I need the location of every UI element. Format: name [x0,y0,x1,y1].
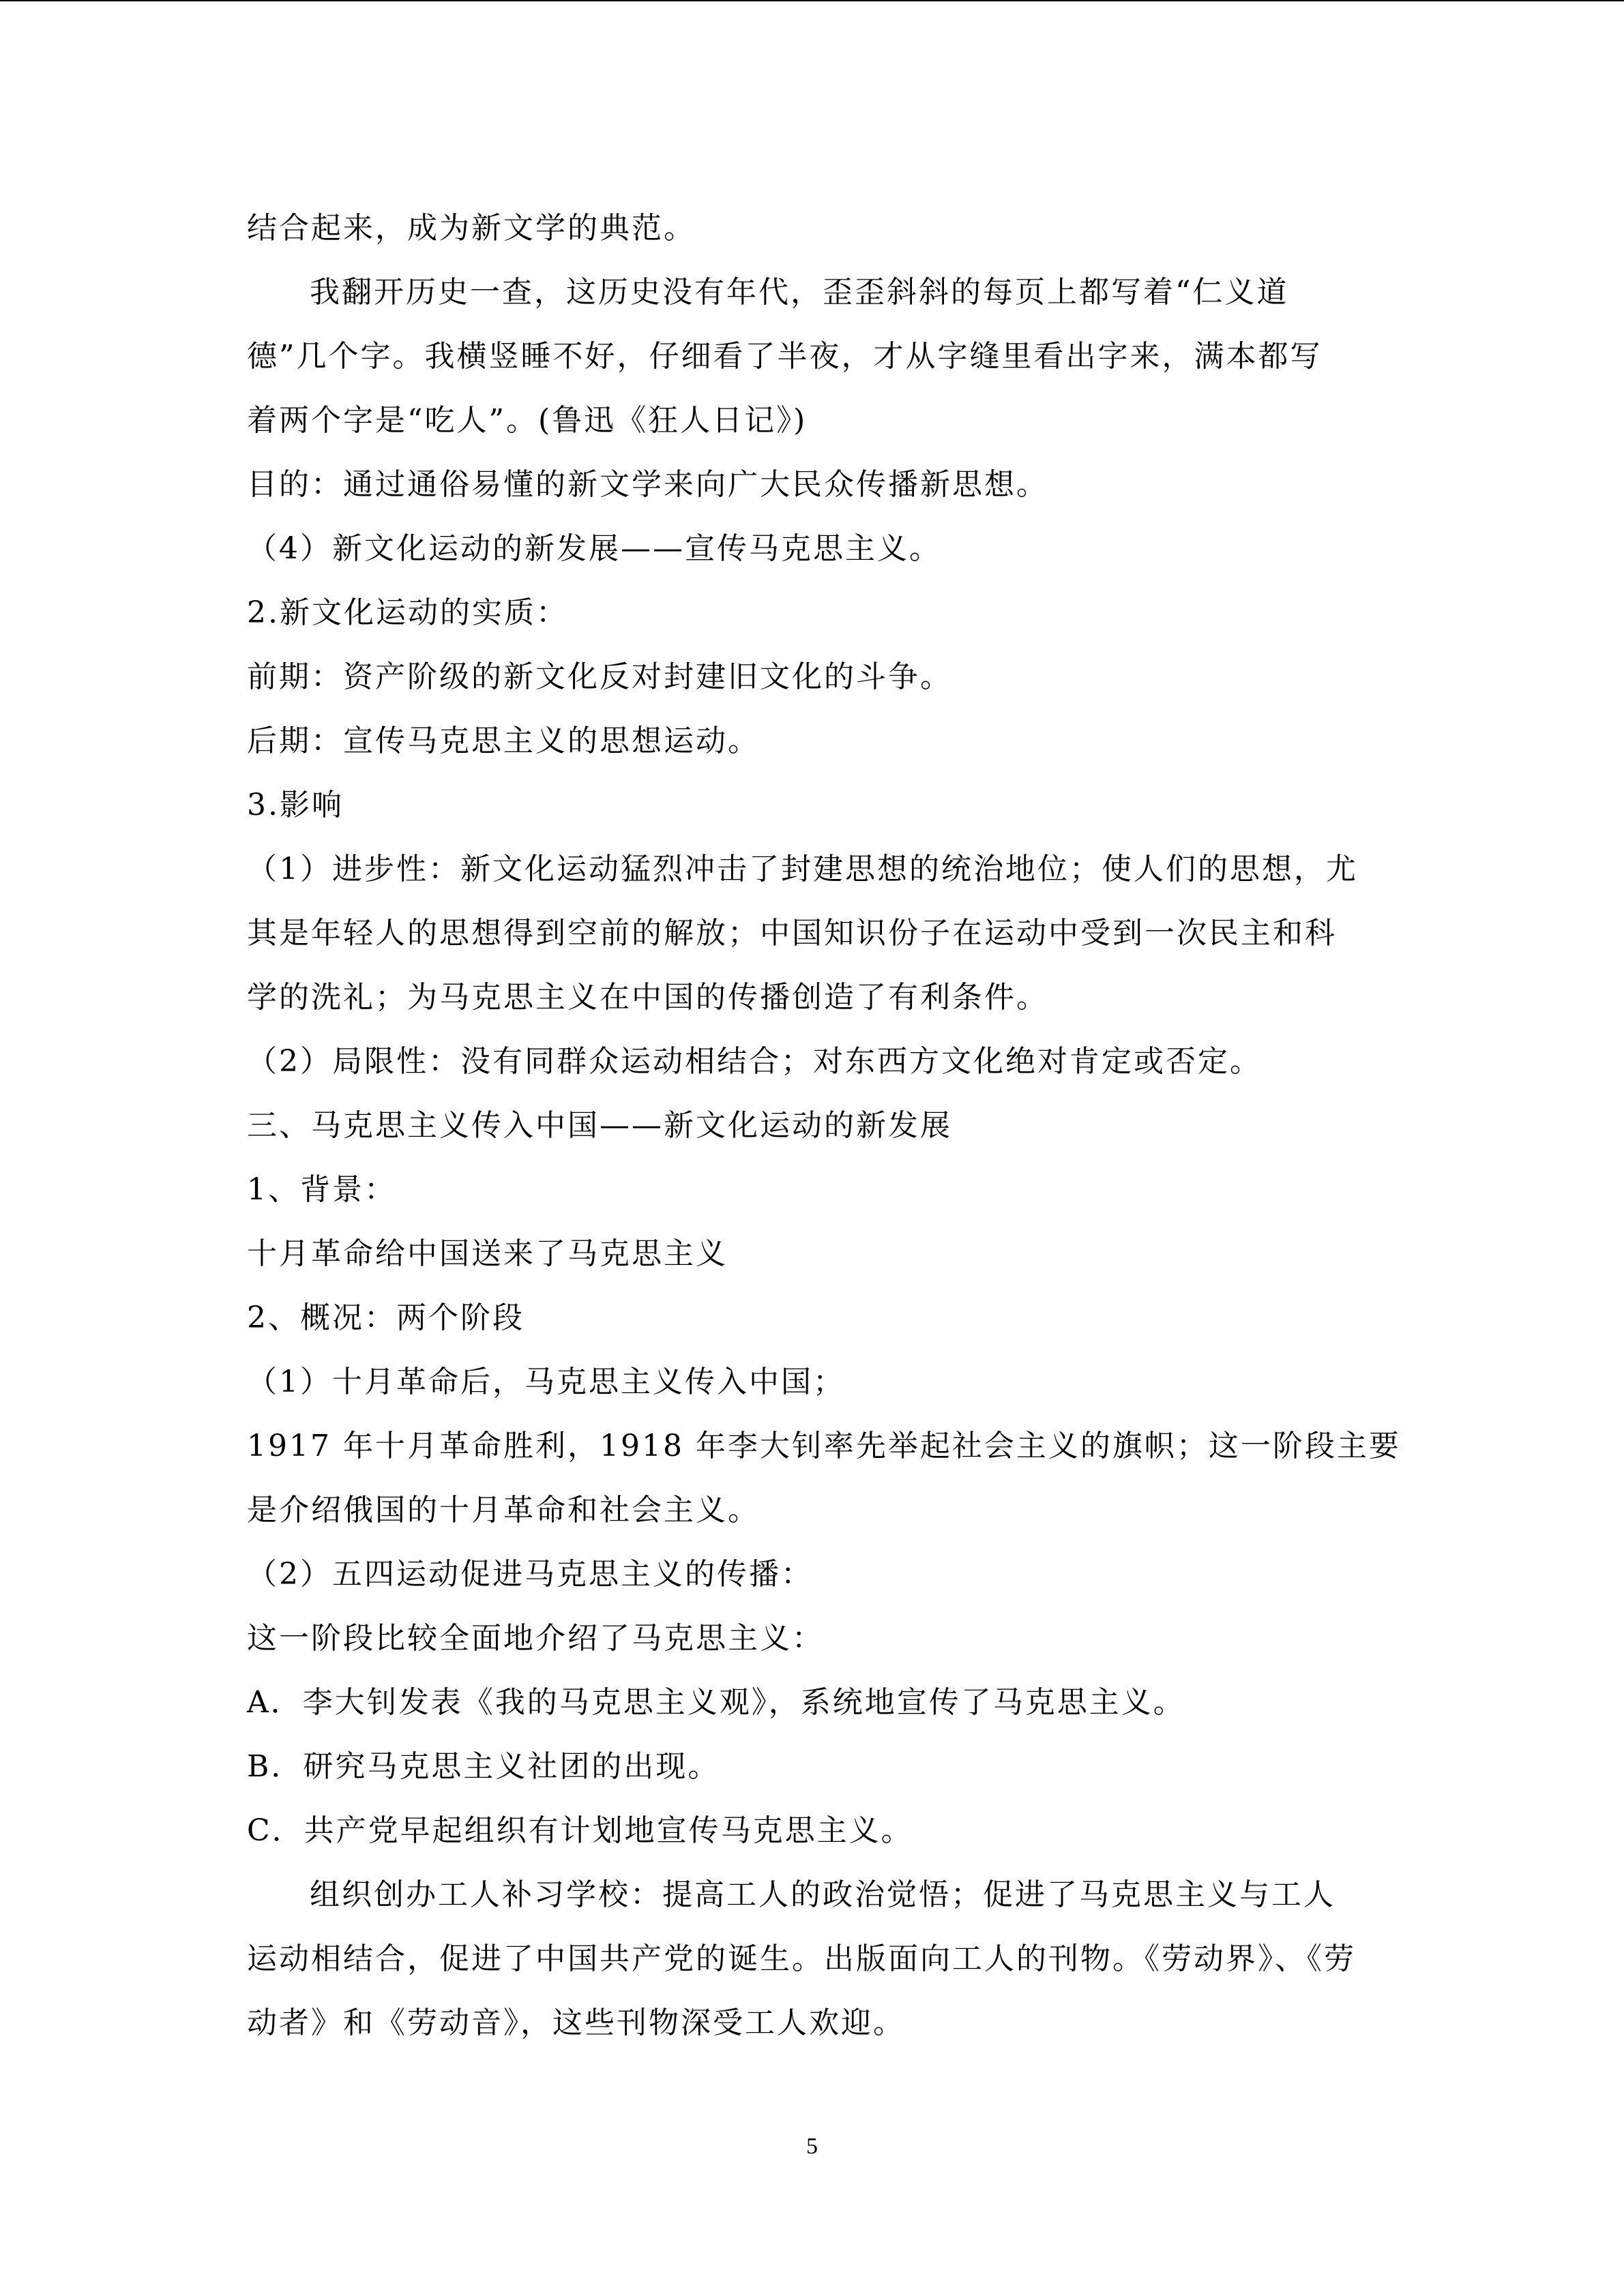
text-line: （2）局限性：没有同群众运动相结合；对东西方文化绝对肯定或否定。 [247,1044,1262,1079]
text-line: （4）新文化运动的新发展——宣传马克思主义。 [247,531,941,566]
text-line: 1917 年十月革命胜利，1918 年李大钊率先举起社会主义的旗帜；这一阶段主要 [247,1429,1401,1463]
text-line: 我翻开历史一查，这历史没有年代，歪歪斜斜的每页上都写着“仁义道 [310,275,1289,310]
text-line: 结合起来，成为新文学的典范。 [247,211,696,245]
text-line: 组织创办工人补习学校：提高工人的政治觉悟；促进了马克思主义与工人 [310,1877,1335,1912]
text-line: （1）进步性：新文化运动猛烈冲击了封建思想的统治地位；使人们的思想，尤 [247,852,1358,886]
text-line: 前期：资产阶级的新文化反对封建旧文化的斗争。 [247,659,952,694]
text-line: 目的：通过通俗易懂的新文学来向广大民众传播新思想。 [247,467,1048,502]
text-line: C．共产党早起组织有计划地宣传马克思主义。 [247,1813,913,1848]
text-line: 三、马克思主义传入中国——新文化运动的新发展 [247,1108,952,1143]
document-body [247,196,1401,2055]
text-line: 是介绍俄国的十月革命和社会主义。 [247,1493,760,1527]
text-line: 德”几个字。我横竖睡不好，仔细看了半夜，才从字缝里看出字来，满本都写 [247,339,1323,374]
text-line: B．研究马克思主义社团的出现。 [247,1749,720,1784]
text-line: （2）五四运动促进马克思主义的传播： [247,1557,813,1592]
page-number: 5 [806,2134,818,2159]
text-line: 运动相结合，促进了中国共产党的诞生。出版面向工人的刊物。《劳动界》、《劳 [247,1941,1356,1976]
text-line: 2.新文化运动的实质： [247,595,568,630]
text-line: 2、概况：两个阶段 [247,1300,525,1335]
text-line: A．李大钊发表《我的马克思主义观》，系统地宣传了马克思主义。 [247,1685,1185,1720]
text-line: （1）十月革命后，马克思主义传入中国； [247,1365,845,1399]
text-line: 动者》和《劳动音》，这些刊物深受工人欢迎。 [247,2006,905,2040]
page-top-border [0,0,1624,1]
text-line: 十月革命给中国送来了马克思主义 [247,1236,728,1271]
text-line: 1、背景： [247,1172,396,1207]
text-line: 后期：宣传马克思主义的思想运动。 [247,724,760,758]
text-line: 其是年轻人的思想得到空前的解放；中国知识份子在运动中受到一次民主和科 [247,916,1337,951]
text-line: 这一阶段比较全面地介绍了马克思主义： [247,1621,824,1656]
text-line: 着两个字是“吃人”。(鲁迅《狂人日记》) [247,403,808,438]
text-line: 3.影响 [247,788,344,822]
text-line: 学的洗礼；为马克思主义在中国的传播创造了有利条件。 [247,980,1048,1015]
